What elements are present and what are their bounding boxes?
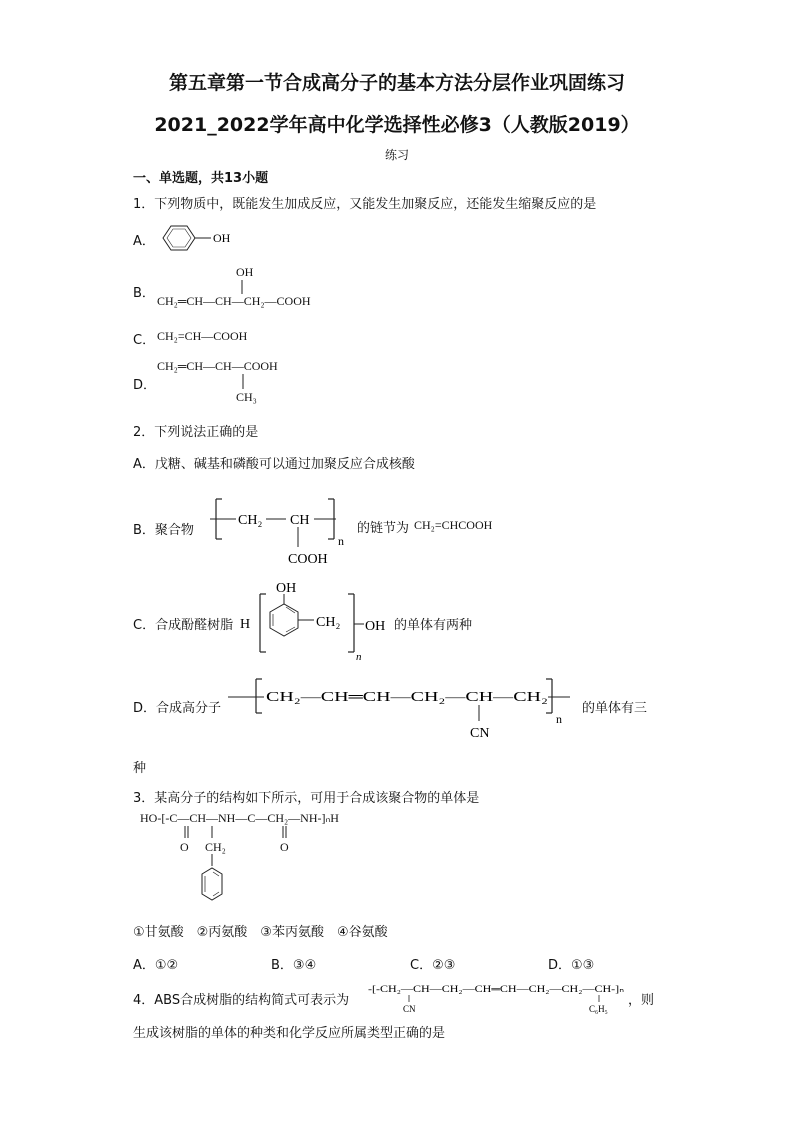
q1-b-bond (240, 280, 244, 294)
c-oh-top: OH (276, 581, 297, 596)
q1-option-a-label: A． (133, 234, 155, 249)
phenol-structure (155, 222, 245, 254)
q1-option-b-label: B． (133, 286, 155, 301)
doc-title-line1: 第五章第一节合成高分子的基本方法分层作业巩固练习 (168, 72, 625, 94)
q1-d-bond (241, 374, 245, 389)
q3-ch2: CH₂ (205, 840, 226, 854)
q3-option-b: B．③④ (271, 958, 317, 973)
abs-resin-structure (368, 978, 628, 1020)
q1-option-c-label: C． (133, 333, 156, 348)
q1-d-ch3: CH₃ (236, 390, 257, 404)
q2-c-suffix: 的单体有两种 (394, 618, 473, 633)
b-cooh: COOH (288, 552, 328, 567)
c-ch2: CH₂ (316, 615, 341, 630)
q2-d-cont: 种 (133, 761, 147, 776)
q3-stem: 3．某高分子的结构如下所示，可用于合成该聚合物的单体是 (133, 791, 480, 806)
c-h: H (240, 617, 251, 632)
q3-choices: ①甘氨酸 ②丙氨酸 ③苯丙氨酸 ④谷氨酸 (133, 925, 388, 940)
q4-stem-post: ，则 (628, 993, 655, 1008)
q1-option-d-label: D． (133, 378, 157, 393)
c-n: n (356, 651, 362, 662)
q1-stem: 1．下列物质中，既能发生加成反应，又能发生加聚反应，还能发生缩聚反应的是 (133, 197, 597, 212)
polyacrylic-structure (210, 495, 360, 575)
q3-o1: O (180, 840, 189, 854)
q2-option-c-label: C．合成酚醛树脂 (133, 618, 234, 633)
b-ch2: CH₂ (238, 513, 263, 528)
q2-option-d-label: D．合成高分子 (133, 701, 222, 716)
q2-b-suffix: 的链节为 (357, 521, 410, 536)
doc-subtitle: 练习 (384, 148, 409, 162)
q1-d-chain: CH₂═CH—CH—COOH (157, 359, 278, 373)
q3-option-c: C．②③ (410, 958, 456, 973)
q2-stem: 2．下列说法正确的是 (133, 425, 259, 440)
doc-title-line2: 2021_2022学年高中化学选择性必修3（人教版2019） (154, 114, 640, 136)
phenolic-resin-structure (240, 580, 390, 662)
q3-o2: O (280, 840, 289, 854)
d-n: n (556, 712, 562, 726)
q1-c-formula: CH₂=CH—COOH (157, 329, 248, 343)
section-heading: 一、单选题，共13小题 (133, 171, 269, 186)
q4-stem-pre: 4．ABS合成树脂的结构简式可表示为 (133, 993, 350, 1008)
q1-b-chain: CH₂═CH—CH—CH₂—COOH (157, 294, 311, 308)
q2-b-unit: CH₂=CHCOOH (414, 518, 493, 532)
d-chain: CH₂—CH═CH—CH₂—CH—CH₂ (266, 690, 549, 705)
b-n: n (338, 534, 344, 548)
q4-cn: CN (403, 1004, 416, 1014)
b-ch: CH (290, 513, 310, 528)
q4-stem-line2: 生成该树脂的单体的种类和化学反应所属类型正确的是 (133, 1026, 446, 1041)
q3-option-a: A．①② (133, 958, 179, 973)
c-oh: OH (365, 619, 386, 634)
q3-option-d: D．①③ (548, 958, 595, 973)
q1-b-oh: OH (236, 265, 254, 279)
nitrile-polymer-structure (228, 675, 586, 745)
q2-option-a: A．戊糖、碱基和磷酸可以通过加聚反应合成核酸 (133, 457, 415, 472)
q2-d-suffix: 的单体有三 (582, 701, 648, 716)
q4-c6h5: C₆H₅ (589, 1004, 608, 1014)
q4-formula: -[-CH₂—CH—CH₂—CH═CH—CH₂—CH₂—CH-]ₙ (368, 985, 625, 995)
d-cn: CN (470, 726, 490, 741)
phenol-oh: OH (213, 231, 231, 245)
q2-option-b-label: B．聚合物 (133, 523, 194, 538)
q3-formula: HO-[-C—CH—NH—C—CH₂—NH-]ₙH (140, 811, 339, 825)
